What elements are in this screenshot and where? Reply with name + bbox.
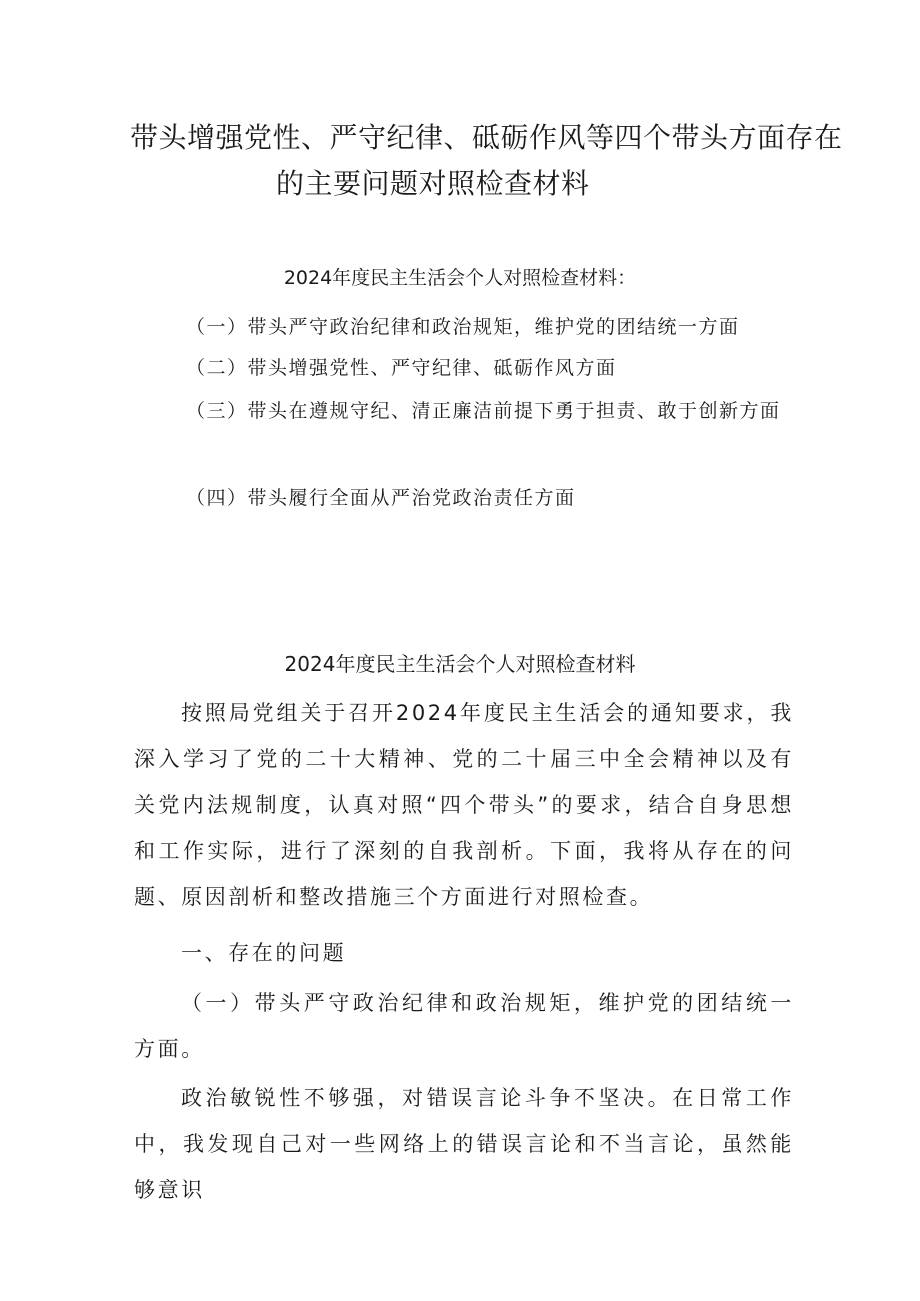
- intro-paragraph: 按照局党组关于召开2024年度民主生活会的通知要求，我深入学习了党的二十大精神、党的二十届三中全会精神以及有关党内法规制度，认真对照“四个带头”的要求，结合自身思想和工作实际，进行了深刻的自我剖析。下面，我将从存在的问题、原因剖析和整改措施三个方面进行对照检查。: [134, 701, 794, 909]
- toc-item-2: （二）带头增强党性、严守纪律、砥砺作风方面: [186, 357, 617, 379]
- toc-item-1: （一）带头严守政治纪律和政治规矩，维护党的团结统一方面: [186, 316, 740, 338]
- section-heading-problems: 一、存在的问题: [181, 941, 347, 965]
- toc-heading: 2024年度民主生活会个人对照检查材料：: [283, 267, 637, 289]
- title-line-2: 的主要问题对照检查材料: [276, 167, 590, 200]
- document-title: [130, 115, 843, 207]
- problem-paragraph: 政治敏锐性不够强，对错误言论斗争不坚决。在日常工作中，我发现自己对一些网络上的错误言论和不当言论，虽然能够意识: [134, 1086, 794, 1202]
- body-heading: 2024年度民主生活会个人对照检查材料: [284, 652, 636, 676]
- toc-item-3: （三）带头在遵规守纪、清正廉洁前提下勇于担责、敢于创新方面: [186, 400, 781, 422]
- title-line-1: 带头增强党性、严守纪律、砥砺作风等四个带头方面存在: [130, 121, 843, 154]
- subsection-heading-1: （一）带头严守政治纪律和政治规矩，维护党的团结统一方面。: [134, 991, 794, 1061]
- toc-item-4: （四）带头履行全面从严治党政治责任方面: [186, 487, 576, 509]
